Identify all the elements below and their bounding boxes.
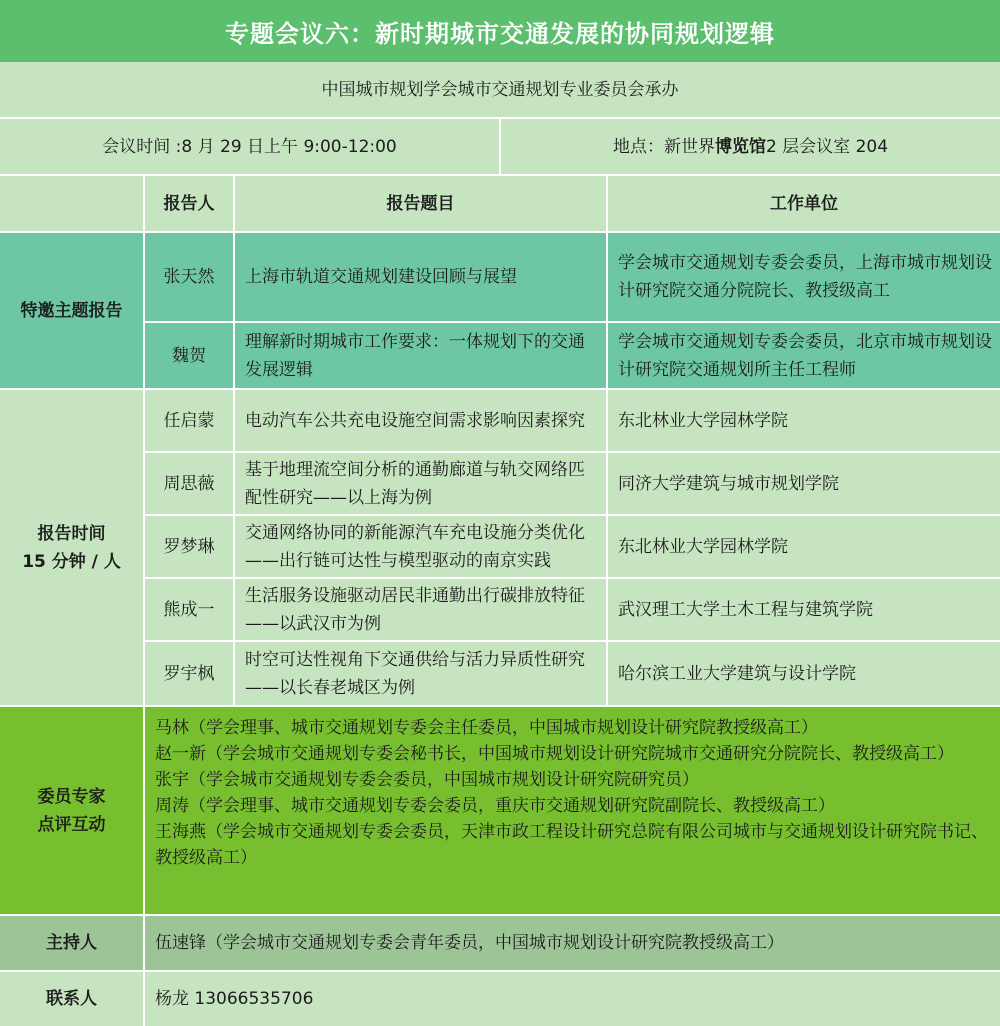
report-topic: 上海市轨道交通规划建设回顾与展望	[245, 267, 517, 287]
reporter-name: 罗梦琳	[163, 536, 215, 557]
host-value: 伍速锋（学会城市交通规划专委会青年委员，中国城市规划设计研究院教授级高工）	[155, 933, 784, 953]
commentary-label	[0, 707, 143, 914]
report-topic: 电动汽车公共充电设施空间需求影响因素探究	[245, 410, 585, 431]
page-title: 专题会议六：新时期城市交通发展的协同规划逻辑	[0, 0, 1000, 62]
location-suffix: 2 层会议室 204	[765, 136, 889, 157]
reporter-unit: 学会城市交通规划专委会委员，上海市城市规划设计研究院交通分院院长、教授级高工	[618, 253, 992, 301]
reporter-name: 周思薇	[163, 473, 215, 494]
header-topic: 报告题目	[386, 193, 455, 214]
reporter-name: 熊成一	[163, 599, 215, 620]
report-topic: 生活服务设施驱动居民非通勤出行碳排放特征——以武汉市为例	[245, 585, 585, 634]
reports-label-line2: 15 分钟 / 人	[22, 551, 121, 572]
meeting-time: 会议时间 :8 月 29 日上午 9:00-12:00	[102, 136, 397, 157]
commentary-section	[0, 707, 1000, 914]
report-topic: 时空可达性视角下交通供给与活力异质性研究——以长春老城区为例	[245, 649, 585, 698]
commentary-label-line2: 点评互动	[37, 814, 106, 835]
expert-item: 周涛（学会理事、城市交通规划专委会委员，重庆市交通规划研究院副院长、教授级高工）	[155, 796, 835, 816]
reporter-unit: 东北林业大学园林学院	[618, 536, 788, 557]
report-topic: 基于地理流空间分析的通勤廊道与轨交网络匹配性研究——以上海为例	[245, 459, 585, 508]
reporter-name: 魏贺	[172, 345, 206, 366]
host-row	[0, 916, 1000, 970]
table-header	[0, 176, 1000, 231]
reporter-name: 张天然	[163, 267, 215, 287]
expert-list	[145, 707, 1000, 914]
contact-value: 杨龙 13066535706	[155, 989, 314, 1009]
meeting-location	[501, 119, 1000, 174]
contact-label: 联系人	[46, 989, 97, 1009]
header-reporter: 报告人	[163, 193, 215, 214]
location-venue: 博览馆	[714, 136, 766, 157]
reporter-unit: 武汉理工大学土木工程与建筑学院	[618, 599, 873, 620]
contact-row	[0, 972, 1000, 1026]
reporter-unit: 哈尔滨工业大学建筑与设计学院	[618, 663, 856, 684]
reporter-unit: 学会城市交通规划专委会委员，北京市城市规划设计研究院交通规划所主任工程师	[618, 331, 992, 380]
organizer-row	[0, 62, 1000, 117]
reports-label	[0, 390, 143, 705]
reporter-name: 任启蒙	[163, 410, 215, 431]
location-prefix: 地点：新世界	[612, 136, 715, 157]
header-unit: 工作单位	[770, 193, 838, 214]
reports-label-line1: 报告时间	[37, 523, 106, 544]
reporter-unit: 东北林业大学园林学院	[618, 410, 788, 431]
reporter-unit: 同济大学建筑与城市规划学院	[618, 473, 839, 494]
reporter-name: 罗宇枫	[163, 663, 215, 684]
expert-item: 赵一新（学会城市交通规划专委会秘书长，中国城市规划设计研究院城市交通研究分院院长、教授级高工）	[155, 744, 954, 764]
commentary-label-line1: 委员专家	[37, 786, 106, 807]
report-topic: 理解新时期城市工作要求：一体规划下的交通发展逻辑	[245, 331, 585, 380]
report-topic: 交通网络协同的新能源汽车充电设施分类优化——出行链可达性与模型驱动的南京实践	[245, 522, 585, 571]
invited-label: 特邀主题报告	[20, 300, 123, 321]
reports-section	[0, 390, 1000, 705]
host-label: 主持人	[46, 933, 97, 953]
expert-item: 张宇（学会城市交通规划专委会委员，中国城市规划设计研究院研究员）	[155, 770, 699, 790]
organizer-text: 中国城市规划学会城市交通规划专业委员会承办	[321, 79, 679, 100]
expert-item: 王海燕（学会城市交通规划专委会委员，天津市政工程设计研究总院有限公司城市与交通规划设计研究院书记、教授级高工）	[155, 822, 988, 868]
invited-section	[0, 233, 1000, 388]
expert-item: 马林（学会理事、城市交通规划专委会主任委员，中国城市规划设计研究院教授级高工）	[155, 718, 818, 738]
